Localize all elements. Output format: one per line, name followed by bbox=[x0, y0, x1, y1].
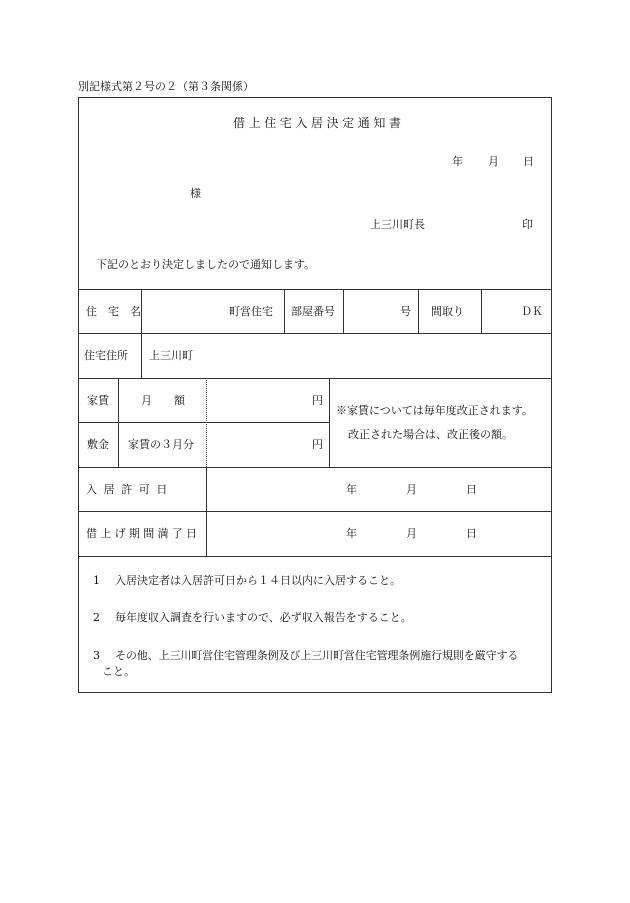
note-1-number: 1 bbox=[93, 574, 100, 587]
note-2-text: 毎年度収入調査を行いますので、必ず収入報告をすること。 bbox=[115, 611, 412, 624]
rule-housing-bottom bbox=[78, 333, 552, 334]
note-3-text-line1: その他、上三川町営住宅管理条例及び上三川町営住宅管理条例施行規則を厳守する bbox=[115, 649, 519, 662]
note-3-number: 3 bbox=[93, 649, 100, 662]
lease-end-label: 借上げ期間満了日 bbox=[86, 527, 201, 540]
rule-rent-bottom bbox=[78, 422, 329, 423]
note-2-number: 2 bbox=[93, 611, 100, 624]
col-room-label-right bbox=[343, 289, 344, 333]
date-day: 日 bbox=[523, 155, 534, 168]
deposit-sublabel: 家賃の３月分 bbox=[128, 438, 194, 451]
rule-lease-bottom bbox=[78, 556, 552, 557]
housing-label: 住 宅 名 bbox=[86, 305, 141, 318]
col-housing-label bbox=[141, 289, 142, 333]
intro-text: 下記のとおり決定しましたので通知します。 bbox=[96, 258, 316, 271]
form-id: 別記様式第２号の２（第３条関係） bbox=[78, 80, 254, 93]
address-value: 上三川町 bbox=[149, 349, 193, 362]
col-layout-label-left bbox=[418, 289, 419, 333]
note-3-text-line2: こと。 bbox=[102, 665, 135, 678]
col-room-label-left bbox=[284, 289, 285, 333]
rent-sublabel: 月 額 bbox=[141, 394, 185, 407]
housing-suffix: 町営住宅 bbox=[229, 305, 273, 318]
rent-label: 家賃 bbox=[87, 394, 109, 407]
move-in-month: 月 bbox=[406, 483, 417, 496]
seal-mark: 印 bbox=[522, 218, 533, 231]
col-rent-label bbox=[118, 378, 119, 467]
move-in-label: 入居許可日 bbox=[86, 483, 174, 496]
rule-deposit-bottom bbox=[78, 467, 552, 468]
rule-address-bottom bbox=[78, 378, 552, 379]
lease-end-year: 年 bbox=[346, 527, 357, 540]
rent-note-line1: ※家賃については毎年度改正されます。 bbox=[336, 404, 533, 417]
addressee-suffix: 様 bbox=[190, 187, 201, 200]
layout-suffix: ＤＫ bbox=[521, 305, 543, 318]
col-rent-dotted bbox=[206, 378, 207, 467]
col-date-label bbox=[206, 467, 207, 556]
col-rent-note bbox=[329, 378, 330, 467]
address-label: 住宅住所 bbox=[84, 349, 128, 362]
layout-label: 間取り bbox=[431, 305, 464, 318]
rent-unit: 円 bbox=[312, 394, 323, 407]
date-month: 月 bbox=[488, 155, 499, 168]
move-in-year: 年 bbox=[346, 483, 357, 496]
date-year: 年 bbox=[452, 155, 463, 168]
lease-end-month: 月 bbox=[406, 527, 417, 540]
document-title: 借上住宅入居決定通知書 bbox=[233, 116, 405, 130]
room-label: 部屋番号 bbox=[291, 305, 335, 318]
rule-movein-bottom bbox=[78, 511, 552, 512]
deposit-label: 敷金 bbox=[87, 438, 109, 451]
move-in-day: 日 bbox=[466, 483, 477, 496]
col-address-label bbox=[141, 333, 142, 378]
room-suffix: 号 bbox=[400, 305, 411, 318]
issuer-name: 上三川町長 bbox=[370, 218, 425, 231]
rent-note-line2: 改正された場合は、改正後の額。 bbox=[348, 428, 513, 441]
lease-end-day: 日 bbox=[466, 527, 477, 540]
deposit-unit: 円 bbox=[312, 438, 323, 451]
note-1-text: 入居決定者は入居許可日から１４日以内に入居すること。 bbox=[115, 574, 401, 587]
col-layout-label-right bbox=[481, 289, 482, 333]
